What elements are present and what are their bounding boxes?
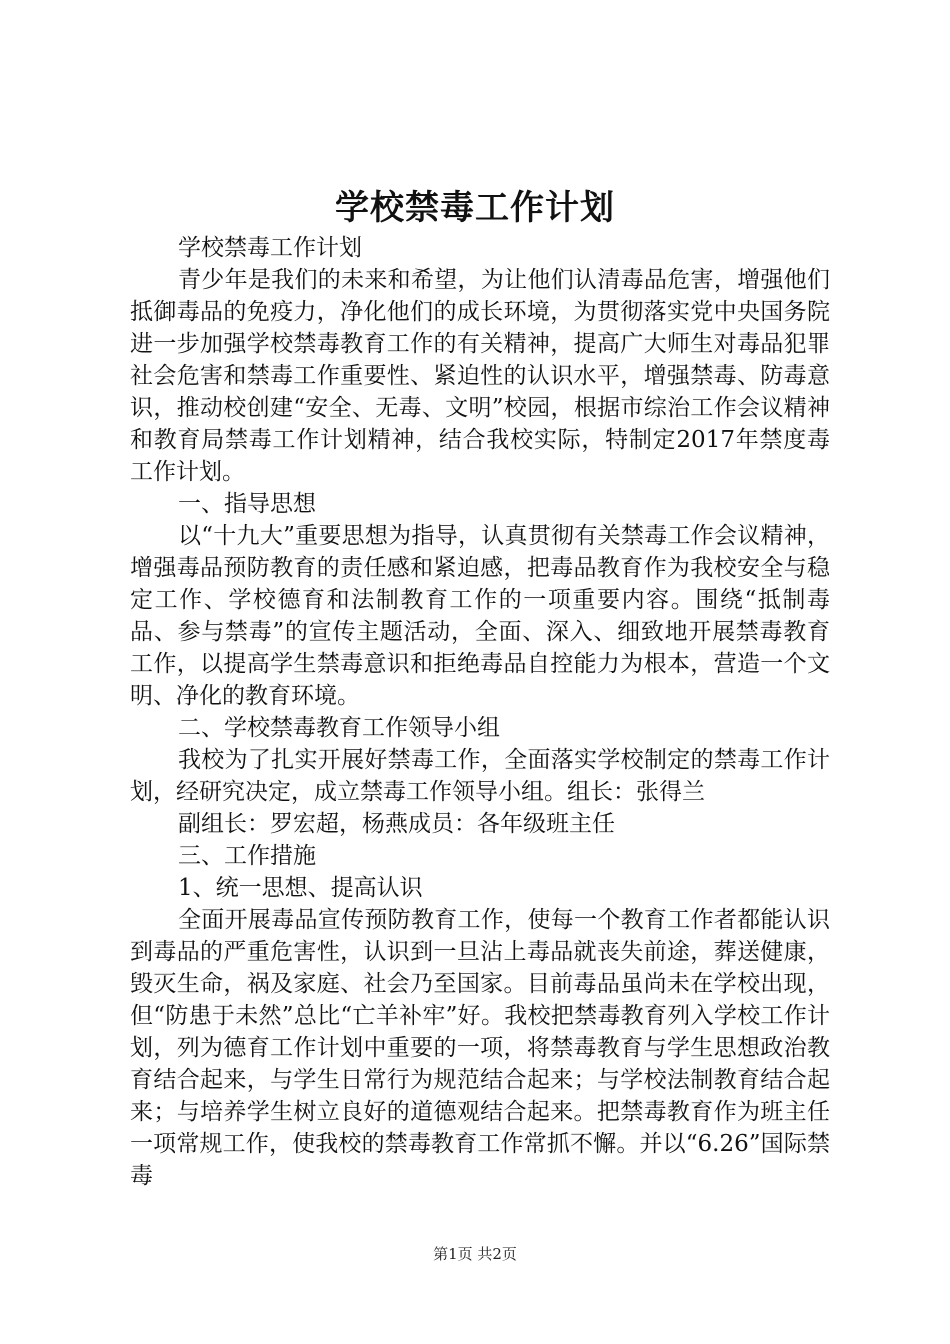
intro-paragraph: 青少年是我们的未来和希望，为让他们认清毒品危害，增强他们抵御毒品的免疫力，净化他们的成长环境，为贯彻落实党中央国务院进一步加强学校禁毒教育工作的有关精神，提高广大师生对毒品犯罪社会危害和禁毒工作重要性、紧迫性的认识水平，增强禁毒、防毒意识，推动校创建“安全、无毒、文明”校园，根据市综治工作会议精神和教育局禁毒工作计划精神，结合我校实际，特制定2017年禁度毒工作计划。 xyxy=(130,267,830,485)
section-heading-guiding-ideology: 一、指导思想 xyxy=(178,491,316,517)
guiding-ideology-paragraph: 以“十九大”重要思想为指导，认真贯彻有关禁毒工作会议精神，增强毒品预防教育的责任感和紧迫感，把毒品教育作为我校安全与稳定工作、学校德育和法制教育工作的一项重要内容。围绕“抵制毒品、参与禁毒”的宣传主题活动，全面、深入、细致地开展禁毒教育工作，以提高学生禁毒意识和拒绝毒品自控能力为根本，营造一个文明、净化的教育环境。 xyxy=(130,523,830,709)
subtitle-line: 学校禁毒工作计划 xyxy=(178,235,362,261)
leadership-group-paragraph: 我校为了扎实开展好禁毒工作，全面落实学校制定的禁毒工作计划，经研究决定，成立禁毒工作领导小组。组长：张得兰 xyxy=(130,747,830,805)
section-heading-work-measures: 三、工作措施 xyxy=(178,843,316,869)
document-body xyxy=(130,232,830,1192)
page-number-footer: 第1页 共2页 xyxy=(433,1245,517,1263)
document-title: 学校禁毒工作计划 xyxy=(335,188,615,228)
section-heading-leadership-group: 二、学校禁毒教育工作领导小组 xyxy=(178,715,500,741)
subsection-heading-unify-thinking: 1、统一思想、提高认识 xyxy=(178,875,423,901)
unify-thinking-paragraph: 全面开展毒品宣传预防教育工作，使每一个教育工作者都能认识到毒品的严重危害性，认识到一旦沾上毒品就丧失前途，葬送健康，毁灭生命，祸及家庭、社会乃至国家。目前毒品虽尚未在学校出现，但“防患于未然”总比“亡羊补牢”好。我校把禁毒教育列入学校工作计划，列为德育工作计划中重要的一项，将禁毒教育与学生思想政治教育结合起来，与学生日常行为规范结合起来；与学校法制教育结合起来；与培养学生树立良好的道德观结合起来。把禁毒教育作为班主任一项常规工作，使我校的禁毒教育工作常抓不懈。并以“6.26”国际禁毒 xyxy=(130,907,830,1189)
deputy-leader-line: 副组长：罗宏超，杨燕成员：各年级班主任 xyxy=(178,811,615,837)
